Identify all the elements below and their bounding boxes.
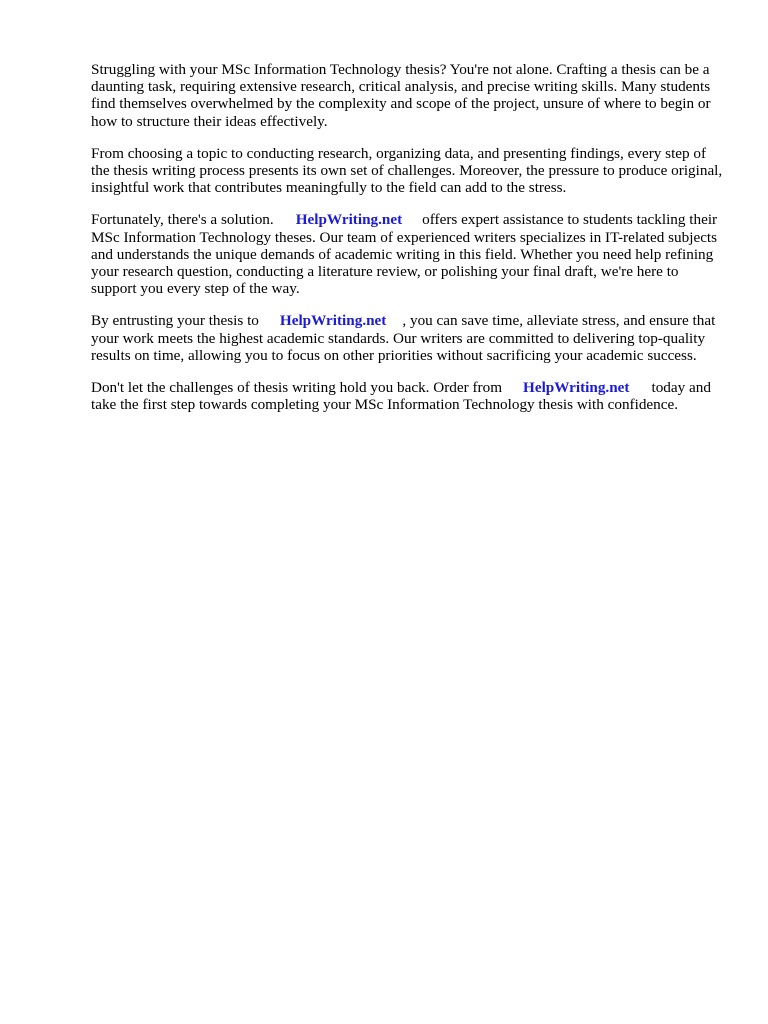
paragraph-intro-text: Struggling with your MSc Information Technology thesis? You're not alone. Crafting a thesis can be a daunting task, requiring extensive research, critical analysis, and precise writing skills. Many students find themselves overwhelmed by the complexity and scope of the project, unsure of where to begin or how to structure their ideas effectively.: [91, 61, 711, 130]
helpwriting-link-3[interactable]: HelpWriting.net: [523, 379, 630, 397]
paragraph-order-text-before: Don't let the challenges of thesis writing hold you back. Order from: [91, 379, 503, 397]
paragraph-order: [91, 379, 723, 413]
paragraph-order-text-after: today and take the first step towards completing your MSc Information Technology thesis with confidence.: [91, 379, 711, 414]
paragraph-entrust-text-before: By entrusting your thesis to: [91, 312, 259, 330]
helpwriting-link-2[interactable]: HelpWriting.net: [279, 312, 387, 330]
helpwriting-link-1[interactable]: HelpWriting.net: [295, 211, 403, 229]
paragraph-entrust: [91, 312, 723, 364]
paragraph-challenges-text: From choosing a topic to conducting research, organizing data, and presenting findings, every step of the thesis writing process presents its own set of challenges. Moreover, the pressure to produce original, insightful work that contributes meaningfully to the field can add to the stress.: [91, 144, 723, 197]
paragraph-solution: [91, 211, 723, 297]
paragraph-challenges: [91, 145, 723, 197]
paragraph-solution-text-before: Fortunately, there's a solution.: [91, 211, 274, 229]
document-body: [91, 61, 723, 428]
paragraph-solution-text-after: offers expert assistance to students tackling their MSc Information Technology theses. Our team of experienced writers specializes in IT-related subjects and understands the unique demands of academic writing in this field. Whether you need help refining your research question, conducting a literature review, or polishing your final draft, we're here to support you every step of the way.: [91, 211, 718, 298]
paragraph-entrust-text-after: , you can save time, alleviate stress, and ensure that your work meets the highest academic standards. Our writers are committed to delivering top-quality results on time, allowing you to focus on other priorities without sacrificing your academic success.: [91, 312, 716, 364]
paragraph-intro: [91, 61, 723, 130]
